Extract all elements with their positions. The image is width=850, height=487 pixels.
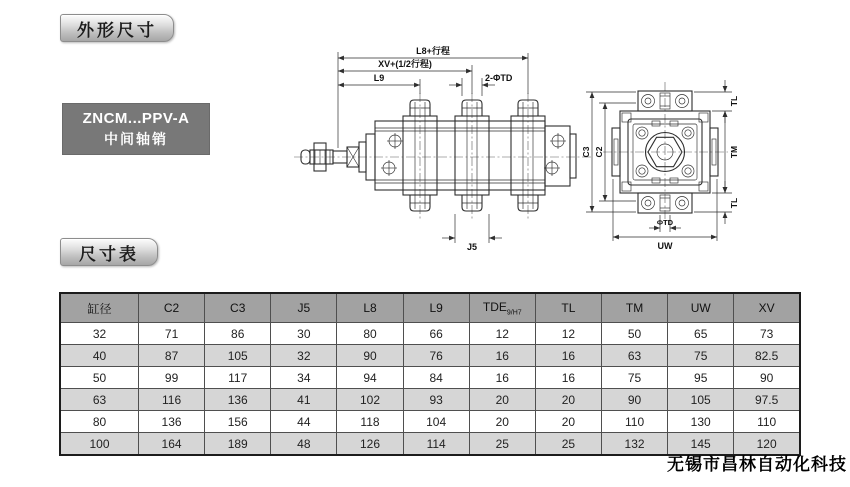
- table-header-cell: L9: [403, 293, 469, 323]
- table-cell: 114: [403, 433, 469, 456]
- table-row: [60, 389, 800, 411]
- table-cell: 20: [469, 389, 535, 411]
- table-cell: 84: [403, 367, 469, 389]
- dimension-table: [59, 292, 801, 456]
- dim-tl-bottom-label: TL: [729, 197, 739, 209]
- table-cell: 16: [535, 367, 601, 389]
- table-cell: 76: [403, 345, 469, 367]
- table-cell: 110: [734, 411, 800, 433]
- table-cell: 116: [139, 389, 205, 411]
- table-cell: 90: [734, 367, 800, 389]
- table-cell: 50: [601, 323, 667, 345]
- table-cell: 100: [60, 433, 139, 456]
- table-cell: 136: [139, 411, 205, 433]
- dim-td-label: ΦTD: [656, 218, 674, 227]
- table-cell: 164: [139, 433, 205, 456]
- table-body: [60, 323, 800, 456]
- side-view: [294, 45, 592, 252]
- table-cell: 86: [205, 323, 271, 345]
- table-cell: 75: [668, 345, 734, 367]
- table-cell: 118: [337, 411, 403, 433]
- table-cell: 120: [734, 433, 800, 456]
- table-header-cell: C3: [205, 293, 271, 323]
- table-cell: 93: [403, 389, 469, 411]
- table-row: [60, 323, 800, 345]
- table-cell: 40: [60, 345, 139, 367]
- table-cell: 12: [535, 323, 601, 345]
- section-title-text: 尺寸表: [79, 244, 139, 264]
- section-title-text: 外形尺寸: [77, 20, 157, 40]
- table-cell: 94: [337, 367, 403, 389]
- table-row: [60, 367, 800, 389]
- table-cell: 145: [668, 433, 734, 456]
- model-label-box: [62, 103, 210, 155]
- table-cell: 16: [535, 345, 601, 367]
- table-cell: 63: [60, 389, 139, 411]
- table-cell: 95: [668, 367, 734, 389]
- dim-tm-label: TM: [729, 145, 739, 159]
- table-cell: 80: [337, 323, 403, 345]
- table-cell: 80: [60, 411, 139, 433]
- table-cell: 99: [139, 367, 205, 389]
- table-cell: 20: [535, 411, 601, 433]
- table-cell: 136: [205, 389, 271, 411]
- table-cell: 16: [469, 367, 535, 389]
- model-code: ZNCM...PPV-A: [82, 110, 190, 127]
- table-cell: 73: [734, 323, 800, 345]
- table-header-cell: $TDE_{9/H7}$: [469, 293, 535, 323]
- table-cell: 65: [668, 323, 734, 345]
- table-cell: 82.5: [734, 345, 800, 367]
- table-header-cell: L8: [337, 293, 403, 323]
- table-cell: 110: [601, 411, 667, 433]
- table-cell: 34: [271, 367, 337, 389]
- table-cell: 105: [205, 345, 271, 367]
- table-cell: 66: [403, 323, 469, 345]
- table-cell: 156: [205, 411, 271, 433]
- table-cell: 12: [469, 323, 535, 345]
- table-cell: 20: [469, 411, 535, 433]
- section-title-outline-dimensions: [60, 14, 174, 42]
- dim-tl-top-label: TL: [729, 95, 739, 107]
- table-cell: 132: [601, 433, 667, 456]
- table-cell: 32: [60, 323, 139, 345]
- dim-2td-label: 2-ΦTD: [485, 73, 513, 83]
- dim-l9-label: L9: [373, 73, 385, 83]
- table-cell: 30: [271, 323, 337, 345]
- table-cell: 126: [337, 433, 403, 456]
- table-cell: 16: [469, 345, 535, 367]
- end-view: [581, 80, 739, 251]
- table-header-row: [60, 293, 800, 323]
- table-cell: 104: [403, 411, 469, 433]
- table-cell: 90: [601, 389, 667, 411]
- dim-uw-label: UW: [657, 241, 673, 251]
- table-header-cell: 缸径: [60, 293, 139, 323]
- table-cell: 97.5: [734, 389, 800, 411]
- table-header-cell: C2: [139, 293, 205, 323]
- table-header-cell: UW: [668, 293, 734, 323]
- table-cell: 41: [271, 389, 337, 411]
- table-header-cell: TL: [535, 293, 601, 323]
- table-cell: 130: [668, 411, 734, 433]
- dimension-table-wrap: [59, 292, 801, 456]
- table-cell: 50: [60, 367, 139, 389]
- table-cell: 44: [271, 411, 337, 433]
- section-title-dimension-table: [60, 238, 158, 266]
- table-cell: 90: [337, 345, 403, 367]
- table-cell: 25: [469, 433, 535, 456]
- dim-c3-label: C3: [581, 146, 591, 158]
- dim-l8-label: L8+行程: [416, 46, 450, 56]
- table-cell: 20: [535, 389, 601, 411]
- table-row: [60, 345, 800, 367]
- table-cell: 105: [668, 389, 734, 411]
- table-cell: 117: [205, 367, 271, 389]
- table-header-cell: TM: [601, 293, 667, 323]
- watermark-text: 无锡市昌林自动化科技: [667, 455, 847, 474]
- table-cell: 25: [535, 433, 601, 456]
- table-cell: 63: [601, 345, 667, 367]
- table-cell: 32: [271, 345, 337, 367]
- dim-c2-label: C2: [594, 146, 604, 158]
- table-cell: 48: [271, 433, 337, 456]
- table-header-cell: J5: [271, 293, 337, 323]
- table-cell: 87: [139, 345, 205, 367]
- table-cell: 71: [139, 323, 205, 345]
- table-cell: 75: [601, 367, 667, 389]
- dim-xv-label: XV+(1/2行程): [378, 59, 432, 69]
- table-row: [60, 411, 800, 433]
- model-mount-type: 中间轴销: [104, 131, 168, 147]
- table-cell: 102: [337, 389, 403, 411]
- table-cell: 189: [205, 433, 271, 456]
- table-header-cell: XV: [734, 293, 800, 323]
- technical-drawing: [270, 38, 810, 268]
- dim-j5-label: J5: [466, 242, 478, 252]
